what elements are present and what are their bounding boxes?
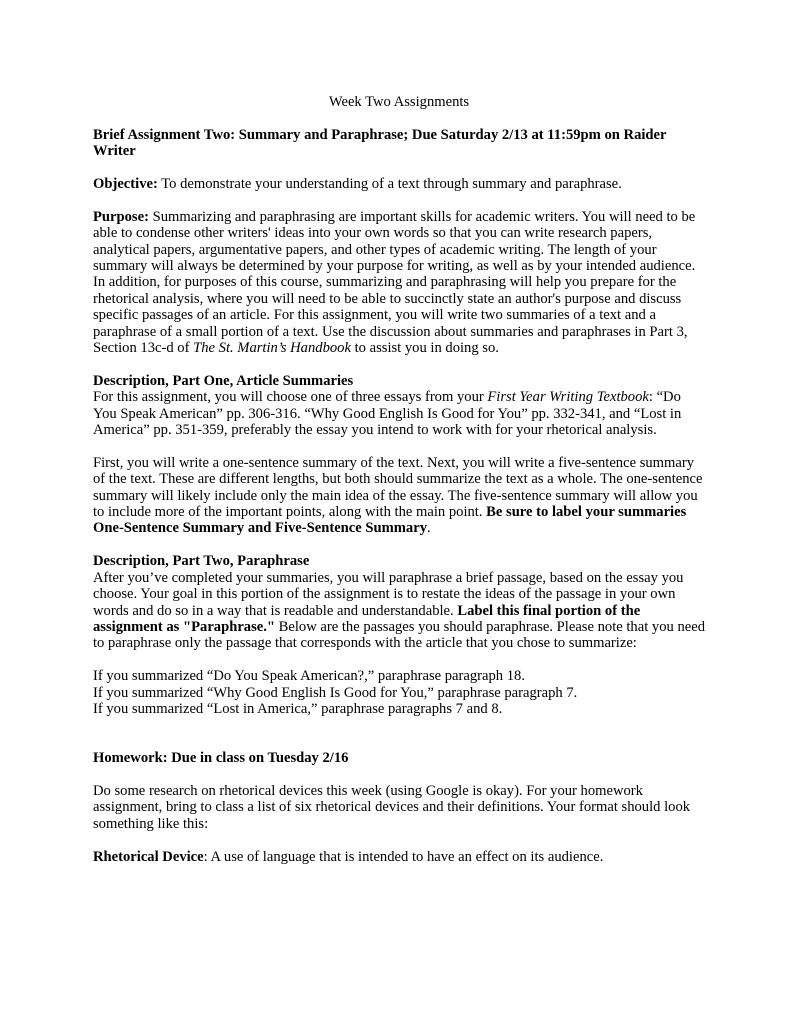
paraphrase-line-1: If you summarized “Do You Speak American?,” paraphrase paragraph 18. xyxy=(93,668,525,685)
purpose-label: Purpose: xyxy=(93,208,149,225)
homework-paragraph: Do some research on rhetorical devices this week (using Google is okay). For your homework assignment, bring to class a list of six rhetorical devices and their definitions. Your format should look something like this: xyxy=(93,782,691,832)
page-title: Week Two Assignments xyxy=(328,94,470,110)
part-two-paragraph: After you’ve completed your summaries, you will paraphrase a brief passage, based on the essay you choose. Your goal in this portion of the assignment is to restate the ideas of the passage in your own words and do so in a way that is readable and understandable. Label this final portion of the assignment as "Paraphrase." Below are the passages you should paraphrase. Please note that you need to paraphrase only the passage that corresponds with the article that you chose to summarize: xyxy=(93,569,705,652)
part-one-heading: Description, Part One, Article Summaries xyxy=(93,372,354,389)
rhetorical-device-label: Rhetorical Device xyxy=(93,848,204,865)
document-body xyxy=(93,94,705,865)
rhetorical-device-example: Rhetorical Device: A use of language that is intended to have an effect on its audience. xyxy=(93,848,604,865)
textbook-title: First Year Writing Textbook xyxy=(487,389,649,406)
summary-label-instruction: Be sure to label your summaries One-Sentence Summary and Five-Sentence Summary xyxy=(93,504,687,537)
objective-paragraph: Objective: To demonstrate your understanding of a text through summary and paraphrase. xyxy=(93,176,622,192)
part-one-paragraph-2: First, you will write a one-sentence summary of the text. Next, you will write a five-sentence summary of the text. These are different lengths, but both should summarize the text as a whole. The one-sentence summary will likely include only the main idea of the essay. The five-sentence summary will allow you to include more of the important points, along with the main point. Be sure to label your summaries One-Sentence Summary and Five-Sentence Summary. xyxy=(93,454,703,537)
objective-label: Objective: xyxy=(93,176,158,192)
purpose-paragraph: Purpose: Summarizing and paraphrasing are important skills for academic writers. You will need to be able to condense other writers' ideas into your own words so that you can write research papers, analytical papers, argumentative papers, and other types of academic writing. The length of your summary will always be determined by your purpose for writing, as well as by your intended audience. xyxy=(93,208,696,275)
paraphrase-line-3: If you summarized “Lost in America,” paraphrase paragraphs 7 and 8. xyxy=(93,700,503,717)
paraphrase-label-instruction: Label this final portion of the assignment as "Paraphrase." xyxy=(93,602,641,635)
brief-assignment-heading: Brief Assignment Two: Summary and Paraphrase; Due Saturday 2/13 at 11:59pm on Raider Writer xyxy=(93,126,667,160)
handbook-title: The St. Martin’s Handbook xyxy=(193,340,351,357)
part-two-heading: Description, Part Two, Paraphrase xyxy=(93,553,310,570)
paraphrase-line-2: If you summarized “Why Good English Is Good for You,” paraphrase paragraph 7. xyxy=(93,684,578,701)
homework-heading: Homework: Due in class on Tuesday 2/16 xyxy=(93,750,349,767)
purpose-paragraph-continued: In addition, for purposes of this course, summarizing and paraphrasing will help you prepare for the rhetorical analysis, where you will need to be able to succinctly state an author's purpose and discuss specific passages of an article. For this assignment, you will write two summaries of a text and a paraphrase of a small portion of a text. Use the discussion about summaries and paraphrases in Part 3, Section 13c-d of The St. Martin’s Handbook to assist you in doing so. xyxy=(93,274,688,357)
part-one-paragraph-1: For this assignment, you will choose one of three essays from your First Year Writing Textbook: “Do You Speak American” pp. 306-316. “Why Good English Is Good for You” pp. 332-341, and “Lost in America” pp. 351-359, preferably the essay you intend to work with for your rhetorical analysis. xyxy=(93,389,682,439)
